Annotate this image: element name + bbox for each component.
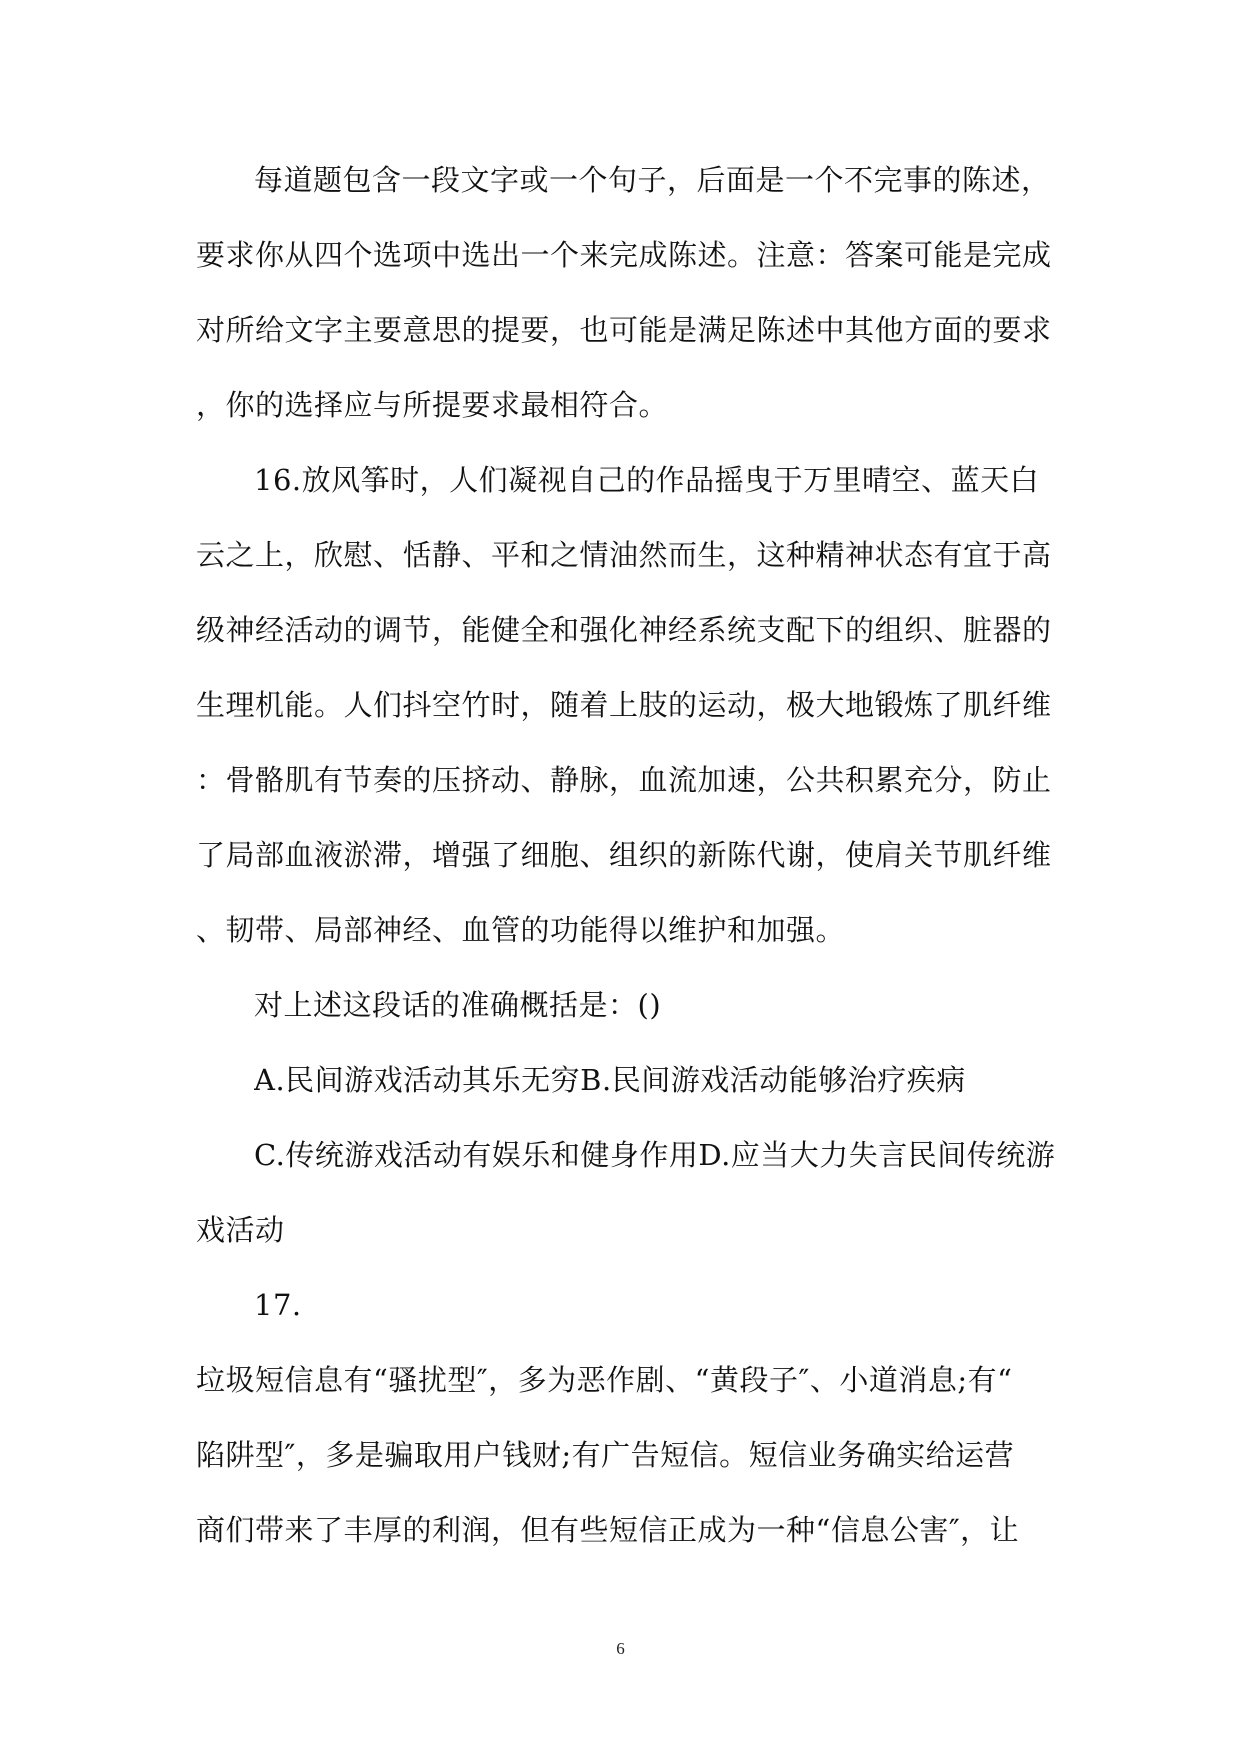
question-16-options-cd-continued: 戏活动 [196, 1213, 285, 1247]
question-16-line-6: 了局部血液淤滞，增强了细胞、组织的新陈代谢，使肩关节肌纤维 [196, 838, 1052, 872]
question-16-line-1: 16.放风筝时，人们凝视自己的作品摇曳于万里晴空、蓝天白 [254, 463, 1040, 497]
question-16-line-7: 、韧带、局部神经、血管的功能得以维护和加强。 [196, 913, 846, 947]
text-line-3: 对所给文字主要意思的提要，也可能是满足陈述中其他方面的要求 [196, 313, 1052, 347]
question-16-line-4: 生理机能。人们抖空竹时，随着上肢的运动，极大地锻炼了肌纤维 [196, 688, 1052, 722]
question-16-line-5: ：骨骼肌有节奏的压挤动、静脉，血流加速，公共积累充分，防止 [196, 763, 1052, 797]
text-line-2: 要求你从四个选项中选出一个来完成陈述。注意：答案可能是完成 [196, 238, 1052, 272]
text-line-1: 每道题包含一段文字或一个句子，后面是一个不完事的陈述， [254, 163, 1051, 197]
text-line-4: ，你的选择应与所提要求最相符合。 [196, 388, 669, 422]
question-17-number: 17. [254, 1288, 302, 1322]
question-16-line-2: 云之上，欣慰、恬静、平和之情油然而生，这种精神状态有宜于高 [196, 538, 1052, 572]
question-17-line-2: 陷阱型″，多是骗取用户钱财;有广告短信。短信业务确实给运营 [196, 1438, 1015, 1472]
question-17-line-3: 商们带来了丰厚的利润，但有些短信正成为一种“信息公害″，让 [196, 1513, 1020, 1547]
question-16-options-ab: A.民间游戏活动其乐无穷B.民间游戏活动能够治疗疾病 [254, 1063, 966, 1097]
question-16-options-cd: C.传统游戏活动有娱乐和健身作用D.应当大力失言民间传统游 [254, 1138, 1056, 1172]
question-17-line-1: 垃圾短信息有“骚扰型″，多为恶作剧、“黄段子″、小道消息;有“ [196, 1363, 1013, 1397]
page-number: 6 [616, 1639, 625, 1658]
question-16-prompt: 对上述这段话的准确概括是：() [254, 988, 662, 1022]
question-16-line-3: 级神经活动的调节，能健全和强化神经系统支配下的组织、脏器的 [196, 613, 1052, 647]
